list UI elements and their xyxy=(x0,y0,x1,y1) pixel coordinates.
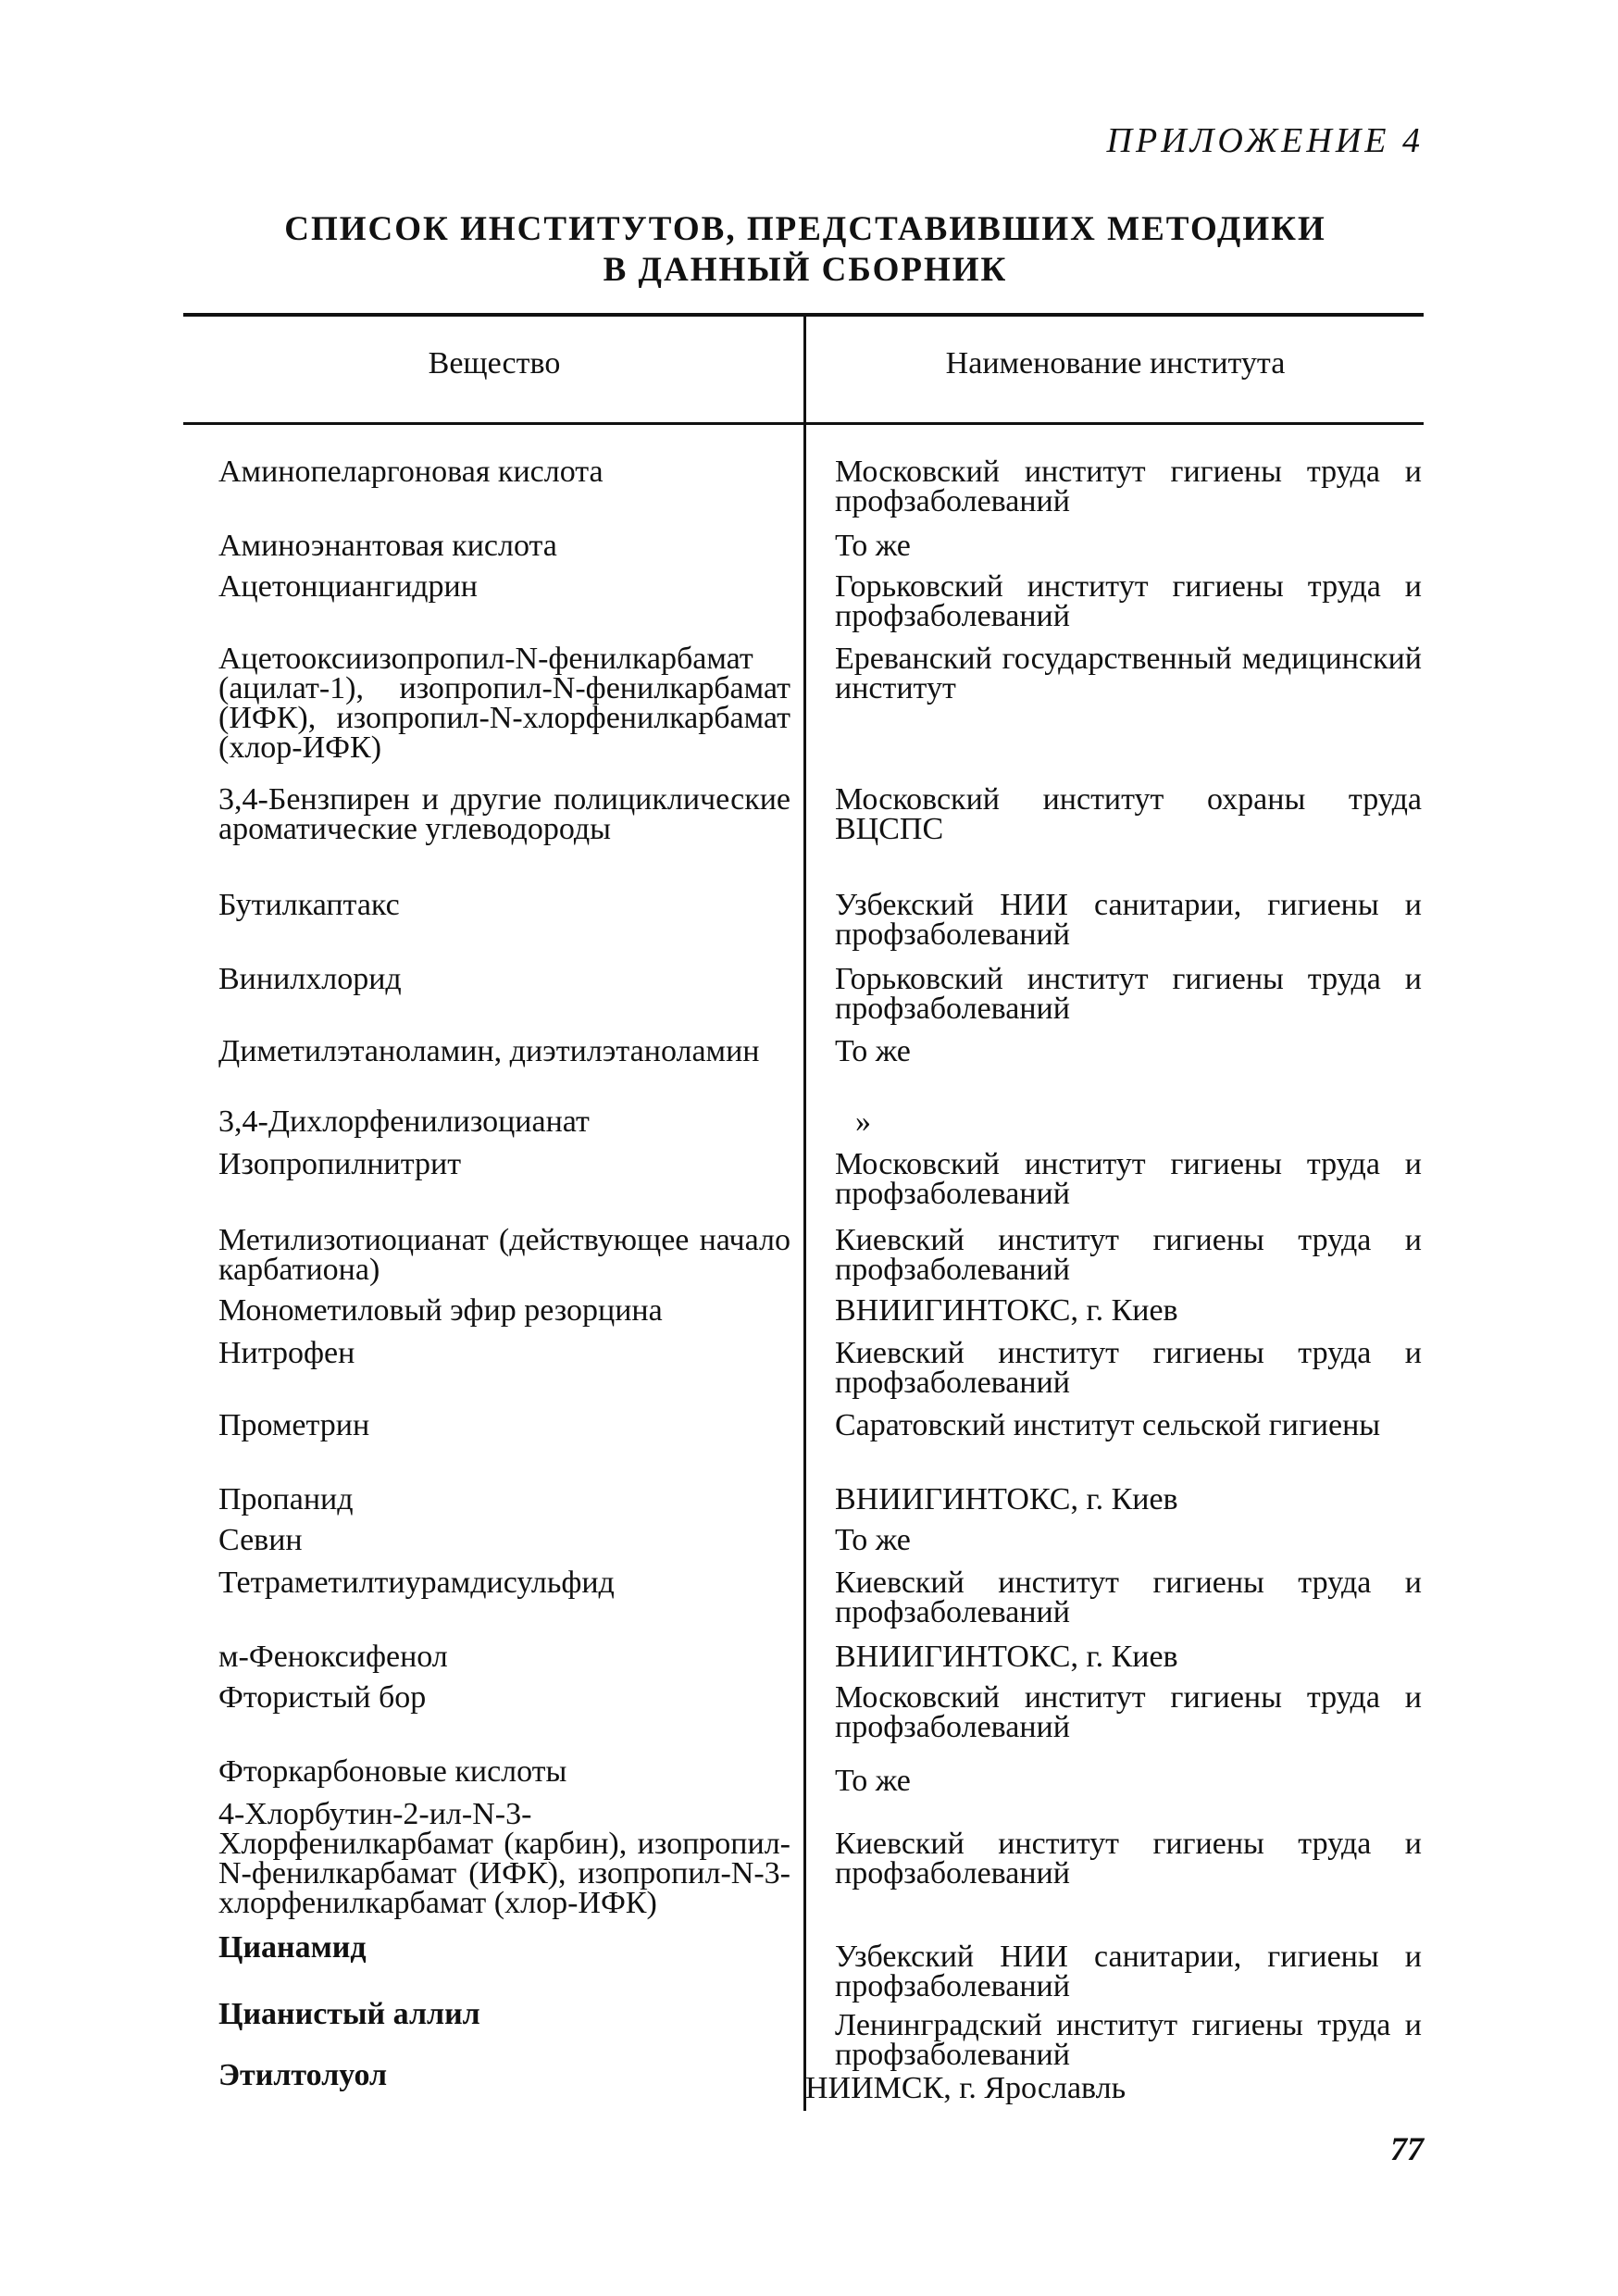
institute-cell: Ленинградский институт гигиены труда и профзаболеваний xyxy=(835,2008,1422,2072)
institute-cell: Киевский институт гигиены труда и профзаболеваний xyxy=(835,1223,1422,1287)
institute-cell: Киевский институт гигиены труда и профзаболеваний xyxy=(835,1336,1422,1400)
substance-cell: Аминопеларгоновая кислота xyxy=(218,455,604,489)
institute-cell: Киевский институт гигиены труда и профзаболеваний xyxy=(835,1566,1422,1629)
substance-cell: Ацетооксиизопропил-N-фенилкарбамат (ацилат-1), изопропил-N-фенилкарбамат (ИФК), изопропил-N-хлорфенилкарбамат (хлор-ИФК) xyxy=(218,642,790,765)
institute-cell: Горьковский институт гигиены труда и профзаболеваний xyxy=(835,569,1422,633)
substance-cell: Монометиловый эфир резорцина xyxy=(218,1293,663,1328)
institute-cell: Московский институт гигиены труда и профзаболеваний xyxy=(835,455,1422,518)
institute-cell: Московский институт охраны труда ВЦСПС xyxy=(835,782,1422,846)
substance-cell: 3,4-Дихлорфенилизоцианат xyxy=(218,1104,590,1139)
substance-cell: 4-Хлорбутин-2-ил-N-3-Хлорфенилкарбамат (карбин), изопропил-N-фенилкарбамат (ИФК), изопропил-N-3-хлорфенилкарбамат (хлор-ИФК) xyxy=(218,1797,790,1920)
substance-cell: Этилтолуол xyxy=(218,2058,388,2092)
institute-cell: » xyxy=(855,1104,871,1139)
substance-cell: Бутилкаптакс xyxy=(218,888,400,922)
substance-cell: Изопропилнитрит xyxy=(218,1147,462,1181)
institute-cell: Саратовский институт сельской гигиены xyxy=(835,1408,1381,1442)
table-body-divider xyxy=(803,422,806,2111)
substance-cell: 3,4-Бензпирен и другие полициклические ароматические углеводороды xyxy=(218,782,790,846)
substance-cell: Тетраметилтиурамдисульфид xyxy=(218,1566,615,1600)
institute-cell: Московский институт гигиены труда и профзаболеваний xyxy=(835,1680,1422,1744)
column-header-substance: Вещество xyxy=(428,346,561,381)
substance-cell: Ацетонциангидрин xyxy=(218,569,478,604)
table-header-divider xyxy=(803,313,806,422)
substance-cell: Нитрофен xyxy=(218,1336,355,1370)
substance-cell: Севин xyxy=(218,1523,303,1557)
institute-cell: То же xyxy=(835,1034,911,1068)
substance-cell: Фтористый бор xyxy=(218,1680,427,1715)
institute-cell: То же xyxy=(835,1764,911,1798)
institute-cell: Узбекский НИИ санитарии, гигиены и профзаболеваний xyxy=(835,1940,1422,2003)
substance-cell: Прометрин xyxy=(218,1408,370,1442)
institute-cell: НИИМСК, г. Ярославль xyxy=(805,2071,1126,2105)
institute-cell: Горьковский институт гигиены труда и профзаболеваний xyxy=(835,962,1422,1026)
institute-cell: Московский институт гигиены труда и профзаболеваний xyxy=(835,1147,1422,1211)
institute-cell: То же xyxy=(835,529,911,563)
page-number: 77 xyxy=(1390,2130,1424,2167)
substance-cell: Фторкарбоновые кислоты xyxy=(218,1754,567,1789)
substance-cell: Цианистый аллил xyxy=(218,1997,480,2031)
appendix-label: ПРИЛОЖЕНИЕ 4 xyxy=(1106,121,1424,160)
institute-cell: ВНИИГИНТОКС, г. Киев xyxy=(835,1482,1178,1516)
substance-cell: Пропанид xyxy=(218,1482,354,1516)
institute-cell: ВНИИГИНТОКС, г. Киев xyxy=(835,1293,1178,1328)
institute-cell: Узбекский НИИ санитарии, гигиены и профзаболеваний xyxy=(835,888,1422,952)
institute-cell: Ереванский государственный медицинский институт xyxy=(835,642,1422,705)
substance-cell: Метилизотиоцианат (действующее начало карбатиона) xyxy=(218,1223,790,1287)
institute-cell: Киевский институт гигиены труда и профзаболеваний xyxy=(835,1827,1422,1890)
column-header-institute: Наименование института xyxy=(945,346,1286,381)
institute-cell: ВНИИГИНТОКС, г. Киев xyxy=(835,1640,1178,1674)
page-title-line-1: СПИСОК ИНСТИТУТОВ, ПРЕДСТАВИВШИХ МЕТОДИКИ xyxy=(284,210,1326,248)
page-title-line-2: В ДАННЫЙ СБОРНИК xyxy=(603,251,1008,289)
substance-cell: Аминоэнантовая кислота xyxy=(218,529,557,563)
substance-cell: Диметилэтаноламин, диэтилэтаноламин xyxy=(218,1034,760,1068)
substance-cell: м-Феноксифенол xyxy=(218,1640,448,1674)
substance-cell: Цианамид xyxy=(218,1930,367,1965)
substance-cell: Винилхлорид xyxy=(218,962,402,996)
institute-cell: То же xyxy=(835,1523,911,1557)
